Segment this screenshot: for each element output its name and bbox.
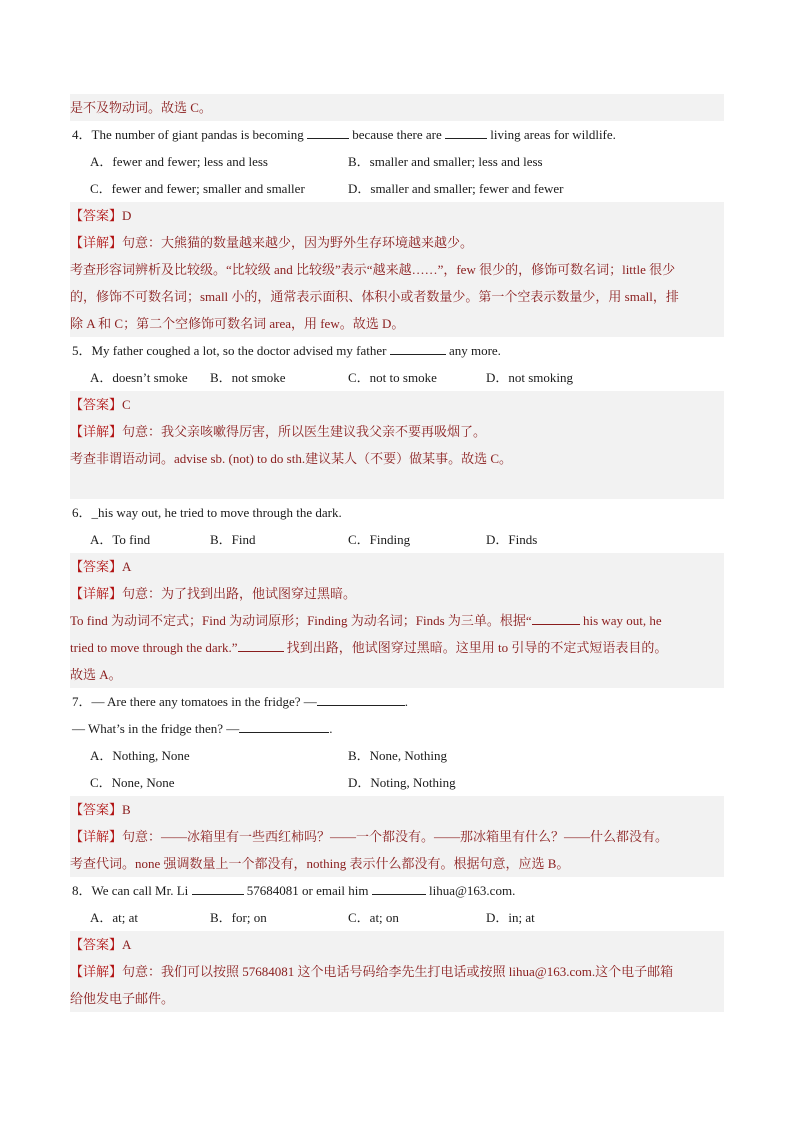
blank	[239, 720, 329, 733]
question-5-options	[70, 364, 724, 391]
question-6-stem: 6．_his way out, he tried to move through the dark.	[72, 505, 342, 520]
question-8-detail: 【详解】句意：我们可以按照 57684081 这个电话号码给李先生打电话或按照 lihua@163.com.这个电子邮箱	[70, 958, 724, 985]
question-8-detail-2: 给他发电子邮件。	[70, 985, 724, 1012]
option-b[interactable]: B．smaller and smaller; less and less	[348, 154, 543, 169]
question-6-answer: 【答案】A	[70, 553, 724, 580]
option-a[interactable]: A．Nothing, None	[90, 748, 190, 763]
option-d[interactable]: D．in; at	[486, 910, 535, 925]
option-b[interactable]: B．not smoke	[210, 370, 286, 385]
option-c[interactable]: C．not to smoke	[348, 370, 437, 385]
option-c[interactable]: C．Finding	[348, 532, 411, 547]
question-7-line-2: — What’s in the fridge then? — .	[72, 721, 333, 736]
option-d[interactable]: D．smaller and smaller; fewer and fewer	[348, 181, 564, 196]
question-4-detail: 【详解】句意：大熊猫的数量越来越少，因为野外生存环境越来越少。	[70, 229, 724, 256]
option-d[interactable]: D．not smoking	[486, 370, 574, 385]
option-d[interactable]: D．Noting, Nothing	[348, 775, 456, 790]
question-7-line-1: 7．— Are there any tomatoes in the fridge? — .	[72, 694, 409, 709]
question-7-options-2	[70, 769, 724, 796]
option-c[interactable]: C．fewer and fewer; smaller and smaller	[90, 181, 305, 196]
question-6-explanation-2: tried to move through the dark.” 找到出路，他试图穿过黑暗。这里用 to 引导的不定式短语表目的。	[70, 634, 724, 661]
question-6-explanation-3: 故选 A。	[70, 661, 724, 688]
question-5-answer: 【答案】C	[70, 391, 724, 418]
question-4-explanation-3: 除 A 和 C；第二个空修饰可数名词 area，用 few。故选 D。	[70, 310, 724, 337]
question-5-explanation-1: 考查非谓语动词。advise sb. (not) to do sth.建议某人（不要）做某事。故选 C。	[70, 445, 724, 472]
question-4-answer: 【答案】D	[70, 202, 724, 229]
question-5-detail: 【详解】句意：我父亲咳嗽得厉害，所以医生建议我父亲不要再吸烟了。	[70, 418, 724, 445]
option-a[interactable]: A．fewer and fewer; less and less	[90, 154, 268, 169]
option-a[interactable]: A．To find	[90, 532, 151, 547]
question-4-explanation-2: 的，修饰不可数名词；small 小的，通常表示面积、体积小或者数量少。第一个空表示数量少，用 small，排	[70, 283, 724, 310]
question-8-stem: 8．We can call Mr. Li 57684081 or email him lihua@163.com.	[72, 883, 516, 898]
blank	[390, 342, 446, 355]
previous-explanation-tail: 是不及物动词。故选 C。	[70, 94, 724, 121]
question-4-explanation-1: 考查形容词辨析及比较级。“比较级 and 比较级”表示“越来越……”，few 很少的，修饰可数名词；little 很少	[70, 256, 724, 283]
question-8-answer: 【答案】A	[70, 931, 724, 958]
question-4-stem: 4．The number of giant pandas is becoming because there are living areas for wildlife.	[72, 127, 616, 142]
blank	[192, 882, 244, 895]
blank-row	[70, 472, 724, 499]
option-b[interactable]: B．None, Nothing	[348, 748, 447, 763]
option-d[interactable]: D．Finds	[486, 532, 538, 547]
question-6-options	[70, 526, 724, 553]
blank	[372, 882, 426, 895]
blank	[317, 693, 405, 706]
blank	[445, 126, 487, 139]
option-a[interactable]: A．doesn’t smoke	[90, 370, 188, 385]
question-5-stem: 5．My father coughed a lot, so the doctor advised my father any more.	[72, 343, 501, 358]
question-7-options	[70, 742, 724, 769]
worksheet-page	[70, 94, 724, 1012]
blank	[307, 126, 349, 139]
question-7-detail: 【详解】句意：——冰箱里有一些西红柿吗？——一个都没有。——那冰箱里有什么？——什么都没有。	[70, 823, 724, 850]
question-4-options	[70, 148, 724, 175]
question-6-detail: 【详解】句意：为了找到出路，他试图穿过黑暗。	[70, 580, 724, 607]
question-4-options-2	[70, 175, 724, 202]
option-b[interactable]: B．Find	[210, 532, 256, 547]
option-a[interactable]: A．at; at	[90, 910, 139, 925]
question-7-explanation-1: 考查代词。none 强调数量上一个都没有，nothing 表示什么都没有。根据句意，应选 B。	[70, 850, 724, 877]
blank	[532, 612, 580, 625]
blank	[238, 639, 284, 652]
question-6-explanation-1: To find 为动词不定式；Find 为动词原形；Finding 为动名词；Finds 为三单。根据“ his way out, he	[70, 607, 724, 634]
question-8-options	[70, 904, 724, 931]
option-c[interactable]: C．at; on	[348, 910, 399, 925]
option-c[interactable]: C．None, None	[90, 775, 175, 790]
question-7-answer: 【答案】B	[70, 796, 724, 823]
option-b[interactable]: B．for; on	[210, 910, 267, 925]
